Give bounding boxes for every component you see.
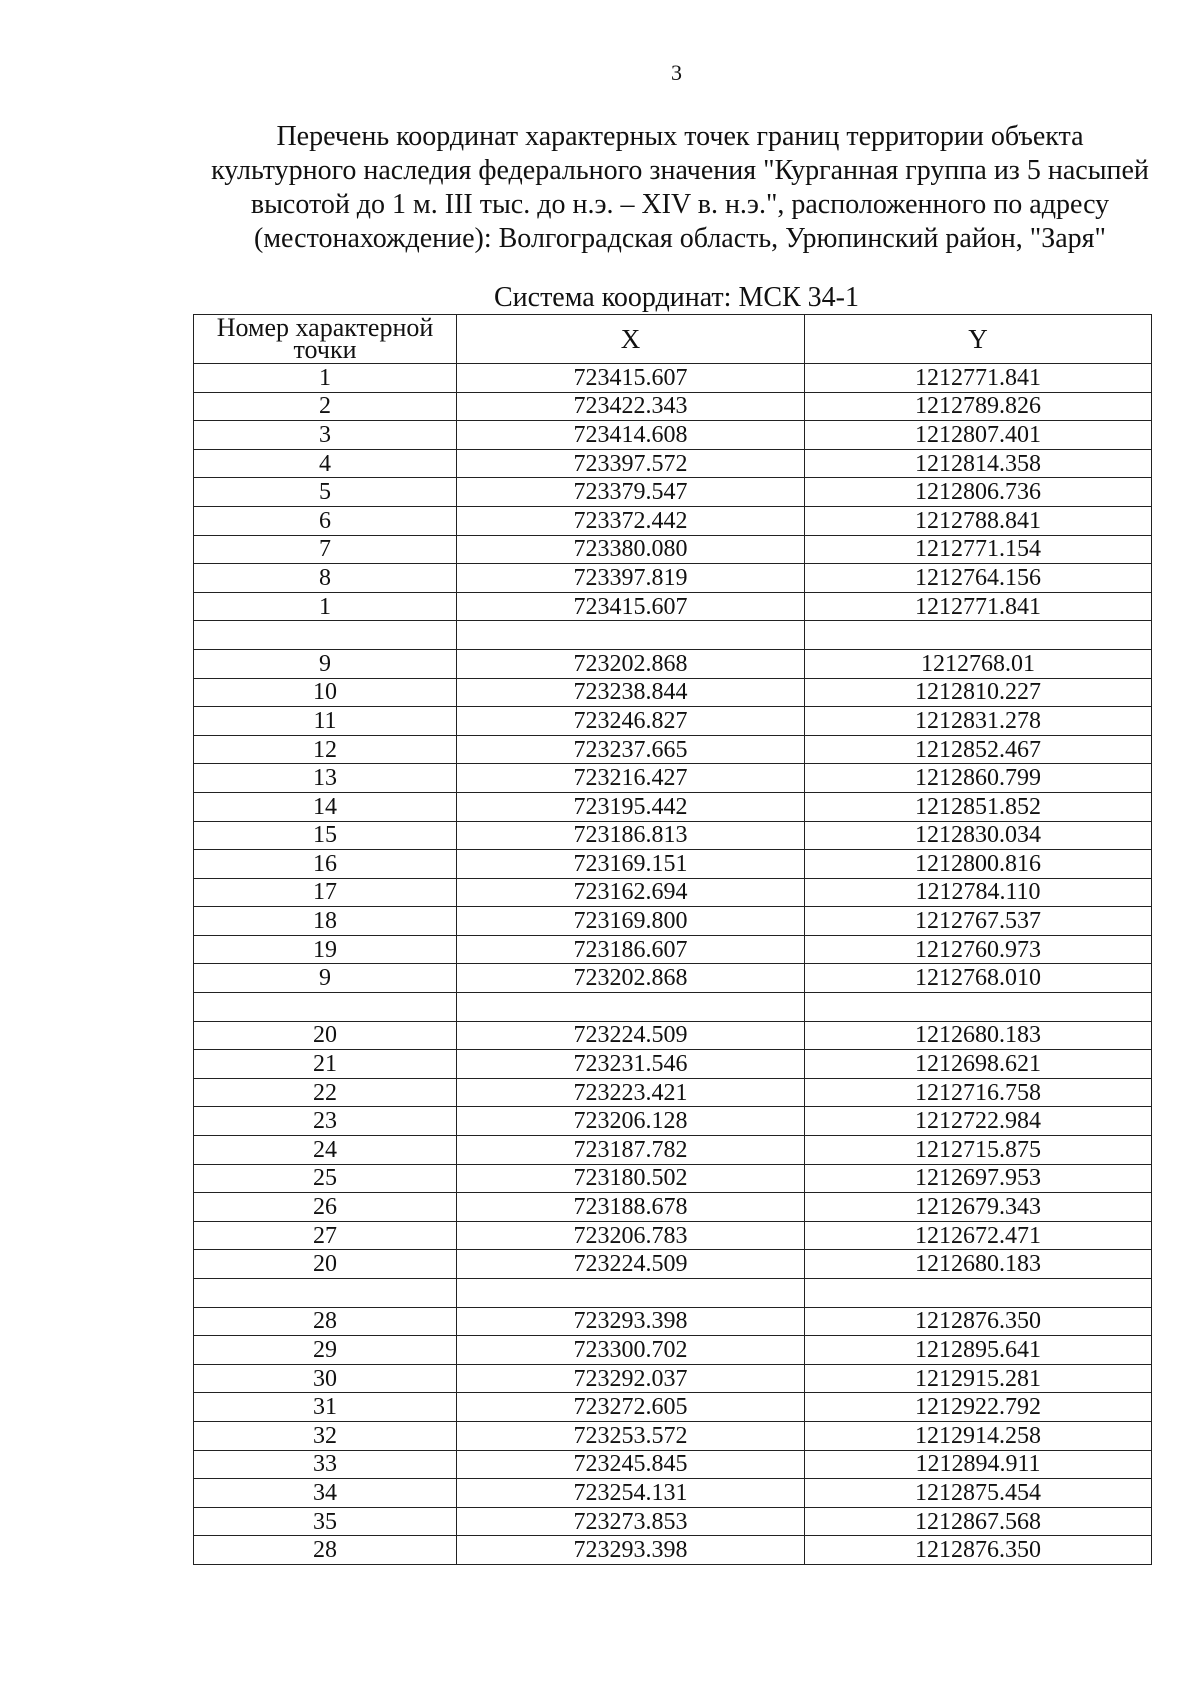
table-row bbox=[194, 878, 1152, 907]
cell-point-number: 15 bbox=[194, 821, 457, 850]
table-row bbox=[194, 1479, 1152, 1508]
cell-y: 1212715.875 bbox=[805, 1136, 1152, 1165]
table-row bbox=[194, 478, 1152, 507]
cell-point-number: 9 bbox=[194, 964, 457, 993]
table-row bbox=[194, 1536, 1152, 1565]
table-row bbox=[194, 850, 1152, 879]
cell-point-number: 2 bbox=[194, 392, 457, 421]
cell-y: 1212771.841 bbox=[805, 592, 1152, 621]
cell-x: 723273.853 bbox=[457, 1507, 805, 1536]
cell-point-number: 24 bbox=[194, 1136, 457, 1165]
cell-point-number: 29 bbox=[194, 1336, 457, 1365]
cell-x: 723238.844 bbox=[457, 678, 805, 707]
table-row bbox=[194, 1364, 1152, 1393]
cell-y: 1212768.01 bbox=[805, 649, 1152, 678]
cell-point-number: 20 bbox=[194, 1021, 457, 1050]
cell-point-number: 20 bbox=[194, 1250, 457, 1279]
table-row bbox=[194, 1336, 1152, 1365]
cell-point-number: 5 bbox=[194, 478, 457, 507]
cell-x: 723414.608 bbox=[457, 421, 805, 450]
table-row bbox=[194, 678, 1152, 707]
cell-point-number: 9 bbox=[194, 649, 457, 678]
cell-x: 723380.080 bbox=[457, 535, 805, 564]
cell-x: 723180.502 bbox=[457, 1164, 805, 1193]
cell-point-number: 6 bbox=[194, 506, 457, 535]
cell-point-number: 30 bbox=[194, 1364, 457, 1393]
table-row bbox=[194, 621, 1152, 650]
cell-point-number bbox=[194, 621, 457, 650]
cell-x: 723216.427 bbox=[457, 764, 805, 793]
cell-x: 723272.605 bbox=[457, 1393, 805, 1422]
cell-x: 723253.572 bbox=[457, 1421, 805, 1450]
cell-y: 1212680.183 bbox=[805, 1021, 1152, 1050]
table-row bbox=[194, 592, 1152, 621]
cell-x: 723224.509 bbox=[457, 1250, 805, 1279]
cell-y bbox=[805, 621, 1152, 650]
cell-x: 723186.607 bbox=[457, 935, 805, 964]
cell-y: 1212876.350 bbox=[805, 1307, 1152, 1336]
cell-y: 1212784.110 bbox=[805, 878, 1152, 907]
table-row bbox=[194, 649, 1152, 678]
table-row bbox=[194, 506, 1152, 535]
table-row bbox=[194, 364, 1152, 393]
cell-y: 1212764.156 bbox=[805, 564, 1152, 593]
cell-point-number: 23 bbox=[194, 1107, 457, 1136]
cell-y: 1212831.278 bbox=[805, 707, 1152, 736]
cell-point-number: 10 bbox=[194, 678, 457, 707]
cell-y: 1212914.258 bbox=[805, 1421, 1152, 1450]
cell-x: 723397.819 bbox=[457, 564, 805, 593]
cell-point-number: 16 bbox=[194, 850, 457, 879]
table-row bbox=[194, 993, 1152, 1022]
cell-y: 1212800.816 bbox=[805, 850, 1152, 879]
coordinates-table bbox=[193, 314, 1152, 1565]
table-row bbox=[194, 821, 1152, 850]
cell-y: 1212851.852 bbox=[805, 792, 1152, 821]
cell-point-number: 1 bbox=[194, 592, 457, 621]
cell-point-number: 3 bbox=[194, 421, 457, 450]
cell-point-number: 28 bbox=[194, 1536, 457, 1565]
cell-point-number: 4 bbox=[194, 449, 457, 478]
cell-y: 1212915.281 bbox=[805, 1364, 1152, 1393]
table-row bbox=[194, 964, 1152, 993]
heading-line: (местонахождение): Волгоградская область, Урюпинский район, "Заря" bbox=[254, 223, 1106, 254]
cell-y: 1212860.799 bbox=[805, 764, 1152, 793]
cell-y: 1212680.183 bbox=[805, 1250, 1152, 1279]
cell-x: 723415.607 bbox=[457, 364, 805, 393]
cell-x: 723415.607 bbox=[457, 592, 805, 621]
cell-point-number: 7 bbox=[194, 535, 457, 564]
table-row bbox=[194, 1279, 1152, 1308]
cell-y: 1212852.467 bbox=[805, 735, 1152, 764]
table-row bbox=[194, 1393, 1152, 1422]
table-row bbox=[194, 707, 1152, 736]
cell-x: 723169.151 bbox=[457, 850, 805, 879]
table-row bbox=[194, 1421, 1152, 1450]
table-row bbox=[194, 535, 1152, 564]
cell-y: 1212771.154 bbox=[805, 535, 1152, 564]
column-header-y: Y bbox=[805, 315, 1152, 364]
cell-point-number bbox=[194, 1279, 457, 1308]
cell-x: 723187.782 bbox=[457, 1136, 805, 1165]
cell-y: 1212771.841 bbox=[805, 364, 1152, 393]
cell-y bbox=[805, 993, 1152, 1022]
cell-y: 1212698.621 bbox=[805, 1050, 1152, 1079]
cell-x: 723223.421 bbox=[457, 1078, 805, 1107]
cell-x: 723254.131 bbox=[457, 1479, 805, 1508]
cell-point-number: 13 bbox=[194, 764, 457, 793]
cell-point-number: 22 bbox=[194, 1078, 457, 1107]
table-row bbox=[194, 907, 1152, 936]
cell-y: 1212922.792 bbox=[805, 1393, 1152, 1422]
cell-x: 723300.702 bbox=[457, 1336, 805, 1365]
cell-y: 1212768.010 bbox=[805, 964, 1152, 993]
table-row bbox=[194, 564, 1152, 593]
cell-x: 723293.398 bbox=[457, 1307, 805, 1336]
table-row bbox=[194, 792, 1152, 821]
cell-y: 1212767.537 bbox=[805, 907, 1152, 936]
cell-y: 1212789.826 bbox=[805, 392, 1152, 421]
table-row bbox=[194, 392, 1152, 421]
cell-x: 723224.509 bbox=[457, 1021, 805, 1050]
table-row bbox=[194, 735, 1152, 764]
column-header-x: X bbox=[457, 315, 805, 364]
document-heading bbox=[160, 120, 1200, 256]
cell-x bbox=[457, 993, 805, 1022]
cell-y: 1212830.034 bbox=[805, 821, 1152, 850]
cell-point-number bbox=[194, 993, 457, 1022]
cell-y: 1212722.984 bbox=[805, 1107, 1152, 1136]
cell-point-number: 28 bbox=[194, 1307, 457, 1336]
cell-y: 1212894.911 bbox=[805, 1450, 1152, 1479]
cell-point-number: 33 bbox=[194, 1450, 457, 1479]
cell-y: 1212867.568 bbox=[805, 1507, 1152, 1536]
cell-point-number: 32 bbox=[194, 1421, 457, 1450]
cell-point-number: 21 bbox=[194, 1050, 457, 1079]
cell-point-number: 12 bbox=[194, 735, 457, 764]
table-row bbox=[194, 1164, 1152, 1193]
table-header-row bbox=[194, 315, 1152, 364]
cell-x: 723245.845 bbox=[457, 1450, 805, 1479]
heading-line: Перечень координат характерных точек границ территории объекта bbox=[276, 121, 1084, 152]
cell-x: 723379.547 bbox=[457, 478, 805, 507]
cell-y: 1212895.641 bbox=[805, 1336, 1152, 1365]
cell-y: 1212679.343 bbox=[805, 1193, 1152, 1222]
cell-y bbox=[805, 1279, 1152, 1308]
cell-x: 723202.868 bbox=[457, 964, 805, 993]
cell-point-number: 31 bbox=[194, 1393, 457, 1422]
cell-x: 723422.343 bbox=[457, 392, 805, 421]
cell-y: 1212788.841 bbox=[805, 506, 1152, 535]
cell-y: 1212876.350 bbox=[805, 1536, 1152, 1565]
heading-line: культурного наследия федерального значения "Курганная группа из 5 насыпей bbox=[211, 155, 1149, 186]
table-body bbox=[194, 364, 1152, 1565]
cell-x: 723372.442 bbox=[457, 506, 805, 535]
table-row bbox=[194, 1078, 1152, 1107]
cell-y: 1212806.736 bbox=[805, 478, 1152, 507]
cell-point-number: 18 bbox=[194, 907, 457, 936]
table-row bbox=[194, 1221, 1152, 1250]
table-row bbox=[194, 1250, 1152, 1279]
table-row bbox=[194, 1507, 1152, 1536]
coordinate-system-caption: Система координат: МСК 34-1 bbox=[493, 282, 860, 313]
cell-point-number: 8 bbox=[194, 564, 457, 593]
table-row bbox=[194, 764, 1152, 793]
cell-x: 723292.037 bbox=[457, 1364, 805, 1393]
cell-point-number: 27 bbox=[194, 1221, 457, 1250]
cell-point-number: 26 bbox=[194, 1193, 457, 1222]
cell-y: 1212697.953 bbox=[805, 1164, 1152, 1193]
cell-y: 1212716.758 bbox=[805, 1078, 1152, 1107]
cell-x: 723195.442 bbox=[457, 792, 805, 821]
cell-point-number: 34 bbox=[194, 1479, 457, 1508]
cell-x: 723206.783 bbox=[457, 1221, 805, 1250]
page-number: 3 bbox=[671, 60, 682, 85]
table-row bbox=[194, 449, 1152, 478]
cell-point-number: 11 bbox=[194, 707, 457, 736]
cell-x: 723162.694 bbox=[457, 878, 805, 907]
cell-y: 1212810.227 bbox=[805, 678, 1152, 707]
column-header-point-number: Номер характерной точки bbox=[194, 315, 457, 364]
cell-x: 723231.546 bbox=[457, 1050, 805, 1079]
table-row bbox=[194, 935, 1152, 964]
table-row bbox=[194, 1021, 1152, 1050]
cell-y: 1212814.358 bbox=[805, 449, 1152, 478]
table-row bbox=[194, 1050, 1152, 1079]
table-row bbox=[194, 1307, 1152, 1336]
cell-y: 1212875.454 bbox=[805, 1479, 1152, 1508]
cell-y: 1212760.973 bbox=[805, 935, 1152, 964]
cell-x: 723202.868 bbox=[457, 649, 805, 678]
cell-y: 1212807.401 bbox=[805, 421, 1152, 450]
cell-x: 723169.800 bbox=[457, 907, 805, 936]
cell-x: 723206.128 bbox=[457, 1107, 805, 1136]
cell-x: 723246.827 bbox=[457, 707, 805, 736]
cell-point-number: 14 bbox=[194, 792, 457, 821]
table-row bbox=[194, 1450, 1152, 1479]
cell-x: 723188.678 bbox=[457, 1193, 805, 1222]
table-row bbox=[194, 421, 1152, 450]
cell-x: 723237.665 bbox=[457, 735, 805, 764]
cell-x bbox=[457, 1279, 805, 1308]
table-row bbox=[194, 1107, 1152, 1136]
cell-point-number: 17 bbox=[194, 878, 457, 907]
table-row bbox=[194, 1136, 1152, 1165]
cell-x: 723186.813 bbox=[457, 821, 805, 850]
heading-line: высотой до 1 м. III тыс. до н.э. – XIV в. н.э.", расположенного по адресу bbox=[250, 189, 1110, 220]
table-row bbox=[194, 1193, 1152, 1222]
cell-point-number: 1 bbox=[194, 364, 457, 393]
cell-x: 723397.572 bbox=[457, 449, 805, 478]
cell-point-number: 35 bbox=[194, 1507, 457, 1536]
cell-y: 1212672.471 bbox=[805, 1221, 1152, 1250]
cell-point-number: 25 bbox=[194, 1164, 457, 1193]
cell-x: 723293.398 bbox=[457, 1536, 805, 1565]
cell-point-number: 19 bbox=[194, 935, 457, 964]
cell-x bbox=[457, 621, 805, 650]
